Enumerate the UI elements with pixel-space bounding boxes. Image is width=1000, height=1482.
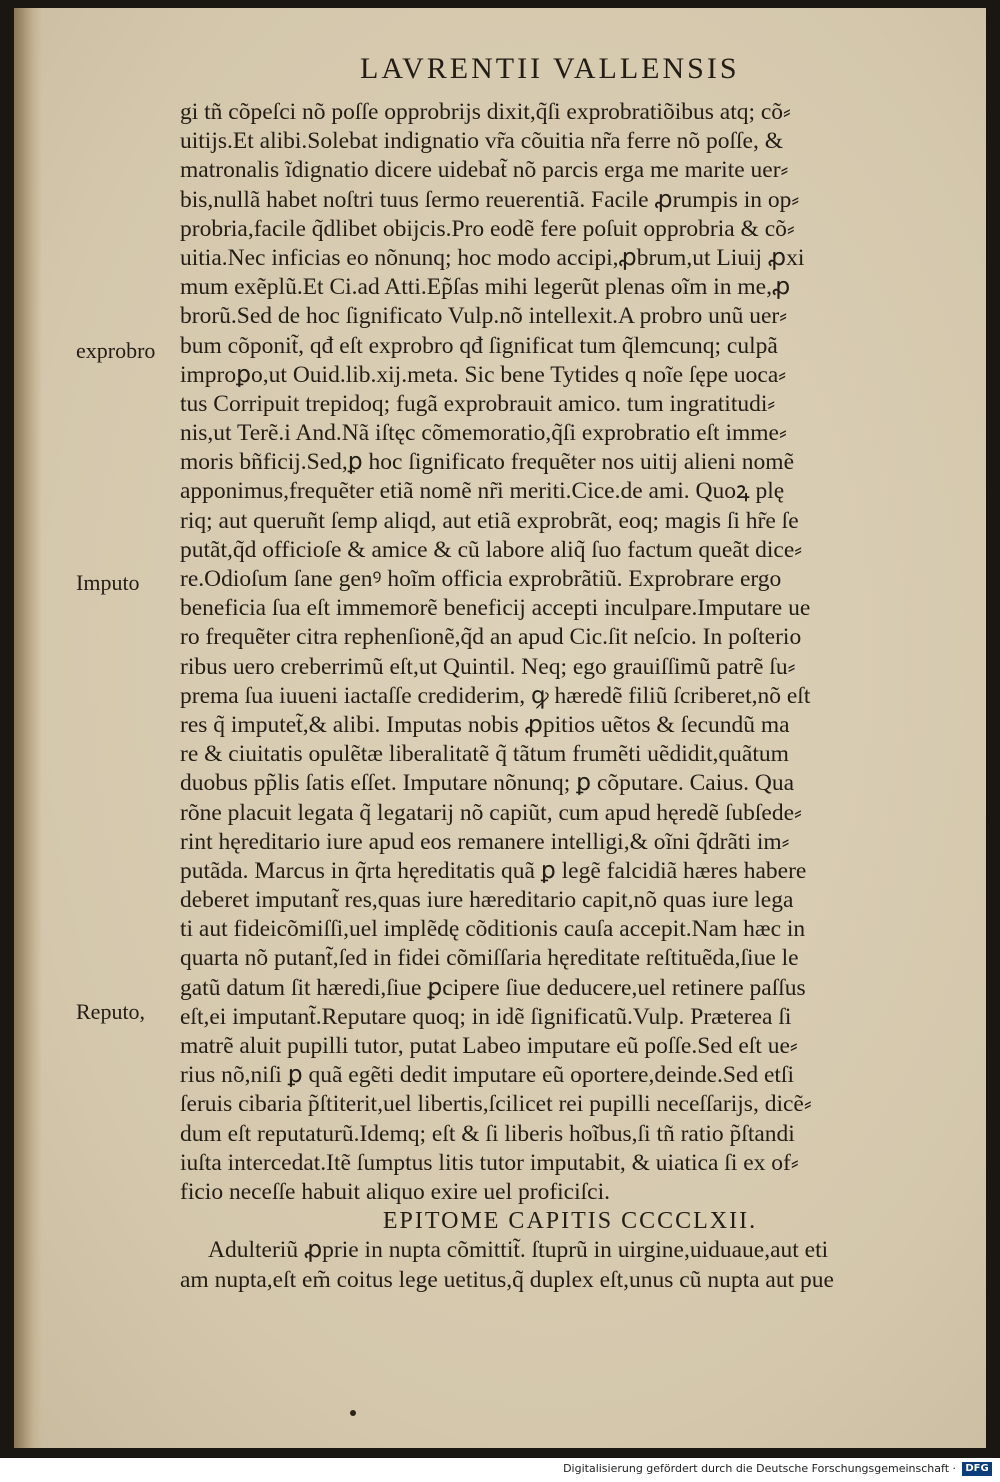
- text-line: rint hęreditario iure apud eos remanere intelligi,& oĩni q̃drãti im⸗: [180, 828, 790, 855]
- text-line: gatũ datum ſit hæredi,ſiue ꝑcipere ſiue deducere,uel retinere paſſus: [180, 974, 806, 1001]
- text-line: moris bñficij.Sed,ꝑ hoc ſignificato frequẽter nos uitij alieni nomẽ: [180, 449, 795, 476]
- ink-dot: [350, 1410, 356, 1416]
- text-line: rõne placuit legata q̃ legatarij nõ capiũt, cum apud hęredẽ ſubſede⸗: [180, 799, 802, 826]
- text-line: deberet imputant̃ res,quas iure hæreditario capit,nõ quas iure lega: [180, 887, 794, 914]
- footer-credit: Digitalisierung gefördert durch die Deutsche Forschungsgemeinschaft ·: [563, 1462, 956, 1475]
- text-line: putãda. Marcus in q̃rta hęreditatis quã ꝑ legẽ falcidiã hæres habere: [180, 857, 807, 884]
- margin-note-imputo: Imputo: [76, 570, 140, 595]
- margin-note-exprobro: exprobro: [76, 338, 156, 363]
- text-line: uitia.Nec inficias eo nõnunq; hoc modo accipi,ꝓbrum,ut Liuij ꝓxi: [180, 244, 805, 271]
- text-line: ſeruis cibaria p̃ſtiterit,uel libertis,ſcilicet rei pupilli neceſſarijs, dicẽ⸗: [180, 1091, 812, 1118]
- text-line: apponimus,frequẽter etiã nomẽ nr̃i meriti.Cice.de ami. Quoꝝ plę: [180, 478, 785, 505]
- text-line: rius nõ,niſi ꝑ quã egẽti dedit imputare eũ oportere,deinde.Sed etſi: [180, 1062, 794, 1089]
- running-head: LAVRENTII VALLENSIS: [360, 52, 740, 85]
- text-line: tus Corripuit trepidoq; fugã exprobrauit amico. tum ingratitudi⸗: [180, 390, 776, 417]
- text-line: eſt,ei imputant̃.Reputare quoq; in idẽ ſignificatũ.Vulp. Præterea ſi: [180, 1003, 792, 1030]
- text-line: matrẽ aluit pupilli tutor, putat Labeo imputare eũ poſſe.Sed eſt ue⸗: [180, 1033, 798, 1059]
- text-line: matronalis ĩdignatio dicere uidebat̃ nõ parcis erga me marite uer⸗: [180, 157, 789, 184]
- text-line: uitijs.Et alibi.Solebat indignatio vr̃a cõuitia nr̃a ferre nõ poſſe, &: [180, 128, 784, 155]
- text-line: ribus uero creberrimũ eſt,ut Quintil. Neq; ego grauiſſimũ patrẽ ſu⸗: [180, 653, 796, 680]
- text-line: nis,ut Terẽ.i And.Nã iſtęc cõmemoratio,q̃ſi exprobratio eſt imme⸗: [180, 420, 787, 447]
- text-line: ficio neceſſe habuit aliquo exire uel proficiſci.: [180, 1178, 610, 1205]
- text-line: ro frequẽter citra rephenſionẽ,q̃d an apud Cic.ſit neſcio. In poſterio: [180, 624, 802, 651]
- text-line: putãt,q̃d officioſe & amice & cũ labore aliq̃ ſuo factum queãt dice⸗: [180, 536, 803, 563]
- epitome-line: Adulteriũ ꝓprie in nupta cõmittit̃. ſtuprũ in uirgine,uiduaue,aut eti: [208, 1237, 829, 1264]
- text-line: probria,facile q̃dlibet obijcis.Pro eodẽ fere poſuit opprobria & cõ⸗: [180, 215, 795, 242]
- text-line: iuſta intercedat.Itẽ ſumptus litis tutor imputabit, & uiatica ſi ex of⸗: [180, 1149, 799, 1176]
- text-line: duobus pp̃lis ſatis eſſet. Imputare nõnunq; ꝑ cõputare. Caius. Qua: [180, 770, 795, 797]
- dfg-logo: DFG: [962, 1462, 992, 1476]
- text-line: improꝑo,ut Ouid.lib.xij.meta. Sic bene Tytides q noĩe ſępe uoca⸗: [180, 361, 787, 388]
- text-line: bum cõponit̃, qđ eſt exprobro qđ ſignificat tum q̃lemcunq; culpã: [180, 332, 778, 359]
- text-line: mum exẽplũ.Et Ci.ad Atti.Ep̃ſas mihi legerũt plenas oĩm in me,ꝓ: [180, 274, 791, 301]
- text-line: bis,nullã habet noſtri tuus ſermo reuerentiã. Facile ꝓrumpis in op⸗: [180, 186, 800, 213]
- text-line: brorũ.Sed de hoc ſignificato Vulp.nõ intellexit.A probro unũ uer⸗: [180, 303, 788, 330]
- text-line: re.Odioſum ſane genꝰ hoĩm officia exprobrãtiũ. Exprobrare ergo: [180, 566, 782, 592]
- chapter-heading: EPITOME CAPITIS CCCCLXII.: [382, 1208, 758, 1235]
- main-text-block: [180, 98, 940, 1295]
- text-line: dum eſt reputaturũ.Idemq; eſt & ſi liberis hoĩbus,ſi tñ ratio p̃ſtandi: [180, 1120, 795, 1147]
- text-line: re & ciuitatis opulẽtæ liberalitatẽ q̃ tãtum frumẽti uẽdidit,quãtum: [180, 741, 789, 768]
- text-line: quarta nõ putant̃,ſed in fidei cõmiſſaria hęreditate reſtituẽda,ſiue le: [180, 945, 799, 972]
- text-line: riq; aut queruñt ſemp aliqd, aut etiã exprobrãt, eoq; magis ſi hr̃e ſe: [180, 507, 799, 534]
- text-line: beneficia ſua eſt immemorẽ beneficij accepti inculpare.Imputare ue: [180, 595, 811, 622]
- margin-note-reputo: Reputo,: [76, 999, 146, 1024]
- page-gutter-shadow: [14, 8, 42, 1448]
- text-line: res q̃ imputet̃,& alibi. Imputas nobis ꝓpitios uẽtos & ſecundũ ma: [180, 711, 790, 738]
- footer-bar: [0, 1458, 1000, 1482]
- text-line: gi tñ cõpeſci nõ poſſe opprobrijs dixit,q̃ſi exprobratiõibus atq; cõ⸗: [180, 99, 791, 125]
- text-line: ti aut fideicõmiſſi,uel implẽdę cõditionis cauſa accepit.Nam hæc in: [180, 916, 806, 943]
- text-line: prema ſua iuueni iactaſſe crediderim, ꝙ hæredẽ filiũ ſcriberet,nõ eſt: [180, 682, 811, 709]
- epitome-line: am nupta,eſt em̃ coitus lege uetitus,q̃ duplex eſt,unus cũ nupta aut pue: [180, 1266, 834, 1293]
